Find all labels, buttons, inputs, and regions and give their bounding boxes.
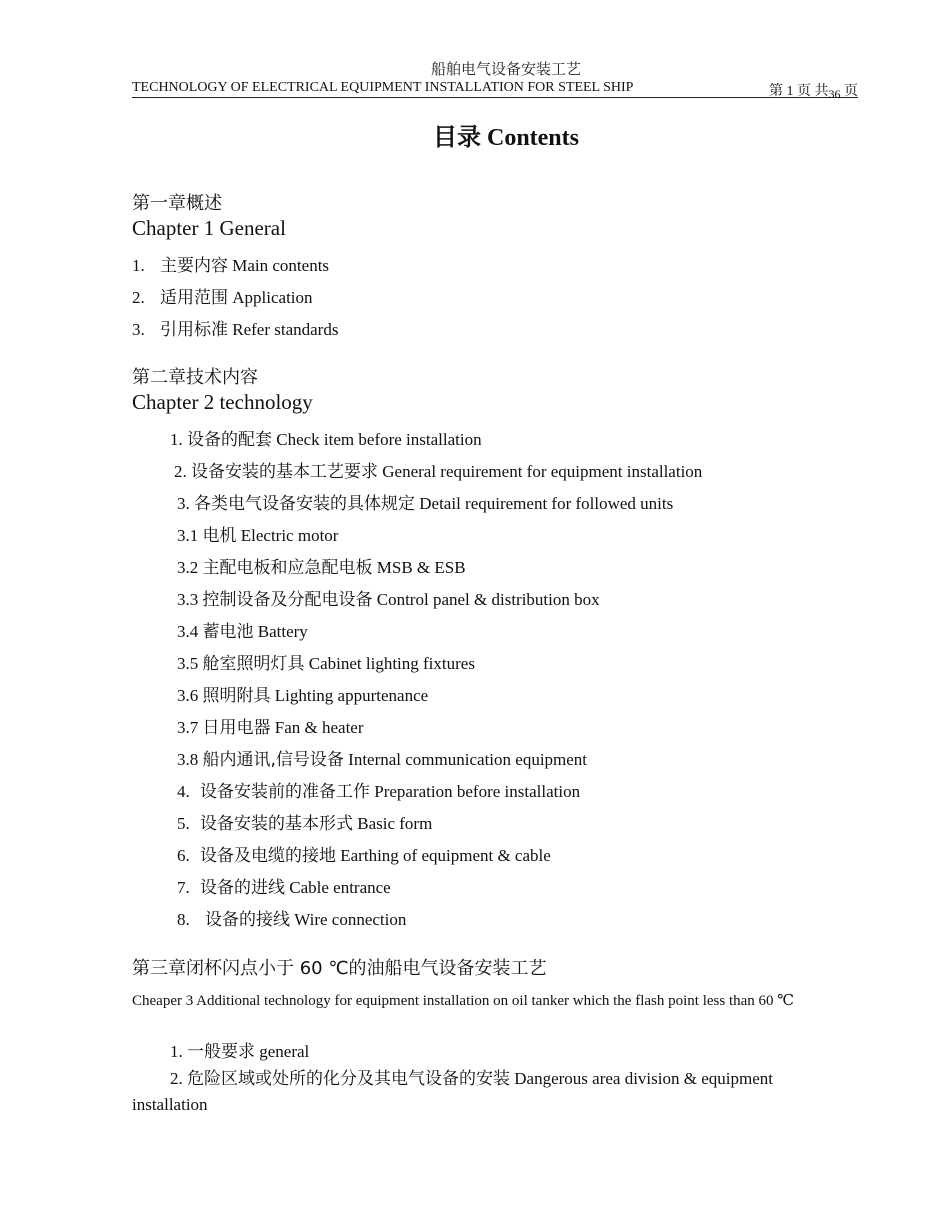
- toc-item: 1. 设备的配套 Check item before installation: [170, 430, 482, 450]
- toc-item: 3.6 照明附具 Lighting appurtenance: [177, 686, 429, 706]
- toc-item: 8.设备的接线 Wire connection: [177, 910, 407, 930]
- toc-item: 3.8 船内通讯,信号设备 Internal communication equipment: [177, 750, 588, 770]
- page-prefix: 第 1 页 共: [769, 84, 829, 99]
- page-counter: [769, 80, 858, 100]
- toc-item: 3.2 主配电板和应急配电板 MSB & ESB: [177, 558, 466, 578]
- toc-item: 2. 适用范围 Application: [132, 288, 313, 308]
- title-cn: 目录: [432, 123, 481, 151]
- toc-item: 1. 主要内容 Main contents: [132, 256, 330, 276]
- toc-item: 3.7 日用电器 Fan & heater: [177, 718, 364, 738]
- chapter1-cn-heading: 第一章概述: [132, 193, 222, 214]
- chapter1-en-heading: Chapter 1 General: [132, 216, 286, 240]
- toc-item: 5.设备安装的基本形式 Basic form: [177, 814, 433, 834]
- toc-item: 7.设备的进线 Cable entrance: [177, 878, 391, 898]
- page-suffix: 页: [840, 84, 858, 99]
- toc-item: 4.设备安装前的准备工作 Preparation before installation: [177, 782, 581, 802]
- chapter3-en-heading: Cheaper 3 Additional technology for equipment installation on oil tanker which the flash point less than 60 ℃: [132, 993, 795, 1009]
- toc-item: 1. 一般要求 general: [170, 1042, 310, 1062]
- toc-item: 3.4 蓄电池 Battery: [177, 622, 308, 642]
- toc-item: 3. 各类电气设备安装的具体规定 Detail requirement for followed units: [177, 494, 674, 514]
- header-en-title: TECHNOLOGY OF ELECTRICAL EQUIPMENT INSTALLATION FOR STEEL SHIP: [132, 80, 634, 95]
- toc-item: 6.设备及电缆的接地 Earthing of equipment & cable: [177, 846, 551, 866]
- toc-item: 3.5 舱室照明灯具 Cabinet lighting fixtures: [177, 654, 475, 674]
- chapter2-cn-heading: 第二章技术内容: [132, 367, 258, 388]
- toc-item: 2. 危险区域或处所的化分及其电气设备的安装 Dangerous area division & equipment installation: [132, 1069, 773, 1114]
- header-line: [132, 80, 858, 101]
- chapter3-cn-heading: 第三章闭杯闪点小于 60 ℃的油船电气设备安装工艺: [132, 958, 547, 979]
- chapter2-en-heading: Chapter 2 technology: [132, 390, 313, 414]
- title-en: Contents: [480, 125, 579, 151]
- toc-item: 3.1 电机 Electric motor: [177, 526, 339, 546]
- toc-item: 3. 引用标准 Refer standards: [132, 320, 339, 340]
- toc-item: 3.3 控制设备及分配电设备 Control panel & distribution box: [177, 590, 600, 610]
- page-total: 36: [828, 87, 841, 101]
- header-cn-title: 船舶电气设备安装工艺: [430, 62, 581, 78]
- toc-item: 2. 设备安装的基本工艺要求 General requirement for equipment installation: [174, 462, 703, 482]
- page-title: [0, 117, 950, 152]
